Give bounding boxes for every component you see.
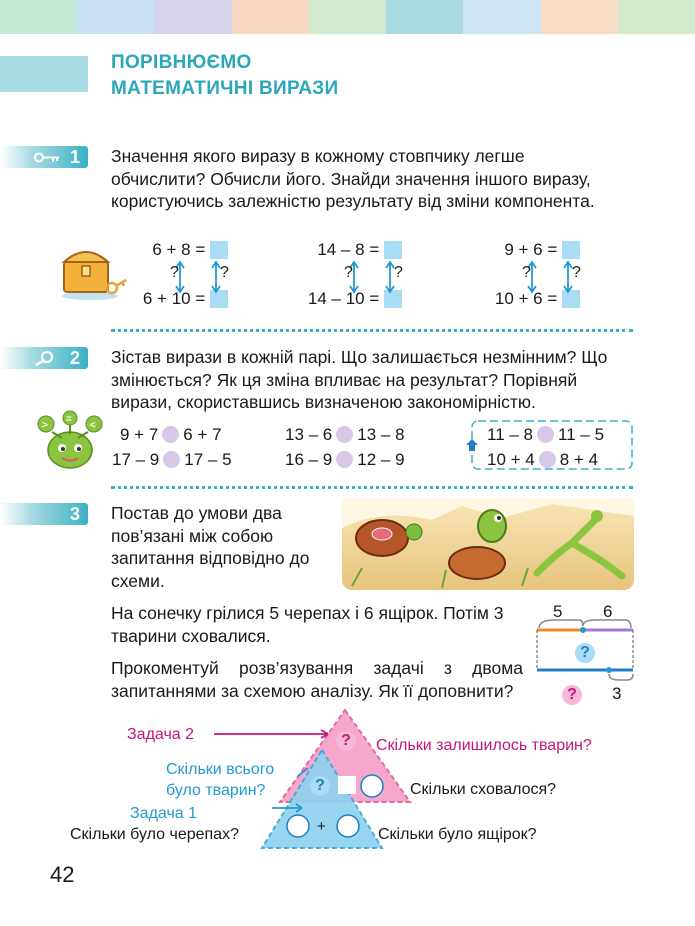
svg-text:=: =: [66, 414, 72, 425]
answer-square[interactable]: [384, 241, 402, 259]
task-3-intro: Постав до умови два пов’язані між собою запитання відповідно до схеми.: [111, 503, 310, 591]
scheme-question-pink: ?: [562, 685, 582, 705]
task-1-arrow-question-left: ?: [522, 264, 531, 281]
task-2-pair: 16 – 9 12 – 9: [285, 450, 405, 469]
tree-question-top: ?: [336, 731, 356, 751]
top-bar-segment: [0, 0, 77, 34]
task-1-expression-top: 6 + 8 =: [152, 239, 228, 261]
divider-1: [111, 329, 633, 332]
compare-circle[interactable]: [163, 451, 180, 468]
task-1-arrow-question-left: ?: [344, 264, 353, 281]
task-2-pair: 10 + 4 8 + 4: [487, 450, 599, 469]
top-bar-segment: [386, 0, 463, 34]
answer-square[interactable]: [210, 241, 228, 259]
tree-question-middle: ?: [310, 776, 330, 796]
task-1-text: Значення якого виразу в кожному стовпчику легше обчислити? Обчисли його. Знайди значення іншого виразу, користуючись залежністю результату від зміни компонента.: [111, 146, 595, 211]
compare-circle[interactable]: [539, 451, 556, 468]
task-2-tab: [0, 347, 88, 369]
task-1-number: 1: [69, 147, 80, 167]
compare-circle[interactable]: [537, 426, 554, 443]
page-number: 42: [50, 862, 75, 887]
top-bar-segment: [618, 0, 695, 34]
task-2-text: Зістав вирази в кожній парі. Що залишається незмінним? Що змінюється? Як ця зміна впливає на результат? Порівняй вирази, скориставшись визначеною закономірністю.: [111, 347, 608, 412]
tree-task-1-label: Задача 1: [130, 805, 198, 822]
magnifier-icon: [34, 350, 56, 366]
top-bar-segment: [463, 0, 540, 34]
task-1-tab: [0, 146, 88, 168]
top-bar-segment: [309, 0, 386, 34]
top-bar-segment: [232, 0, 309, 34]
top-bar-segment: [154, 0, 231, 34]
task-3-comment: Прокоментуй розв’язування задачі з двома запитаннями за схемою аналізу. Як її доповнити?: [111, 658, 523, 701]
svg-text:<: <: [90, 420, 96, 431]
tree-task-2-label: Задача 2: [127, 726, 195, 743]
task-1-arrow-question-right: ?: [220, 264, 229, 281]
svg-text:>: >: [42, 420, 48, 431]
compare-circle[interactable]: [336, 426, 353, 443]
task-1-expression-top: 14 – 8 =: [317, 239, 402, 261]
task-2-pair: 17 – 9 17 – 5: [112, 450, 232, 469]
scheme-value-b: 6: [603, 602, 613, 621]
answer-square[interactable]: [562, 241, 580, 259]
task-2-number: 2: [69, 348, 80, 368]
tree-question-remaining: Скільки залишилось тварин?: [376, 737, 592, 754]
task-3-condition: На сонечку грілися 5 черепах і 6 ящірок. Потім 3 тварини сховалися.: [111, 603, 504, 646]
task-1-expression-top: 9 + 6 =: [504, 239, 580, 261]
top-color-bar: [0, 0, 695, 34]
page-title: [111, 50, 338, 102]
key-icon: [34, 152, 60, 163]
tree-plus: +: [317, 818, 326, 835]
task-3-number: 3: [69, 504, 80, 524]
task-3-tab: [0, 503, 88, 525]
tree-question-lizards: Скільки було ящірок?: [378, 826, 537, 843]
change-arrows: [344, 259, 414, 295]
change-arrows: [170, 259, 240, 295]
task-2-pair: 9 + 7 6 + 7: [120, 425, 222, 444]
tree-question-turtles: Скільки було черепах?: [70, 826, 239, 843]
turtles-lizards-illustration: [342, 498, 634, 590]
task-1-arrow-question-left: ?: [170, 264, 179, 281]
tree-question-hidden: Скільки сховалося?: [410, 781, 557, 798]
compare-circle[interactable]: [162, 426, 179, 443]
change-arrows: [522, 259, 592, 295]
compare-circle[interactable]: [336, 451, 353, 468]
task-1-expression-bottom: 6 + 10 =: [143, 288, 228, 310]
scheme-question-blue: ?: [575, 643, 595, 663]
tree-question-total-2: було тварин?: [166, 782, 266, 799]
task-2-pair: 13 – 6 13 – 8: [285, 425, 405, 444]
divider-2: [111, 486, 633, 489]
task-1-expression-bottom: 10 + 6 =: [495, 288, 580, 310]
title-line-1: ПОРІВНЮЄМО: [111, 52, 252, 73]
scheme-value-c: 3: [612, 684, 622, 703]
task-1-arrow-question-right: ?: [394, 264, 403, 281]
title-line-2: МАТЕМАТИЧНІ ВИРАЗИ: [111, 78, 339, 99]
title-band: [0, 56, 88, 92]
scheme-value-a: 5: [553, 602, 563, 621]
treasure-chest-icon: [58, 240, 128, 302]
task-1-expression-bottom: 14 – 10 =: [308, 288, 402, 310]
tree-question-total-1: Скільки всього: [166, 761, 275, 778]
top-bar-segment: [541, 0, 618, 34]
top-bar-segment: [77, 0, 154, 34]
sprout-mascot-icon: [36, 410, 104, 472]
task-1-arrow-question-right: ?: [572, 264, 581, 281]
task-2-pair: 11 – 8 11 – 5: [487, 425, 605, 444]
